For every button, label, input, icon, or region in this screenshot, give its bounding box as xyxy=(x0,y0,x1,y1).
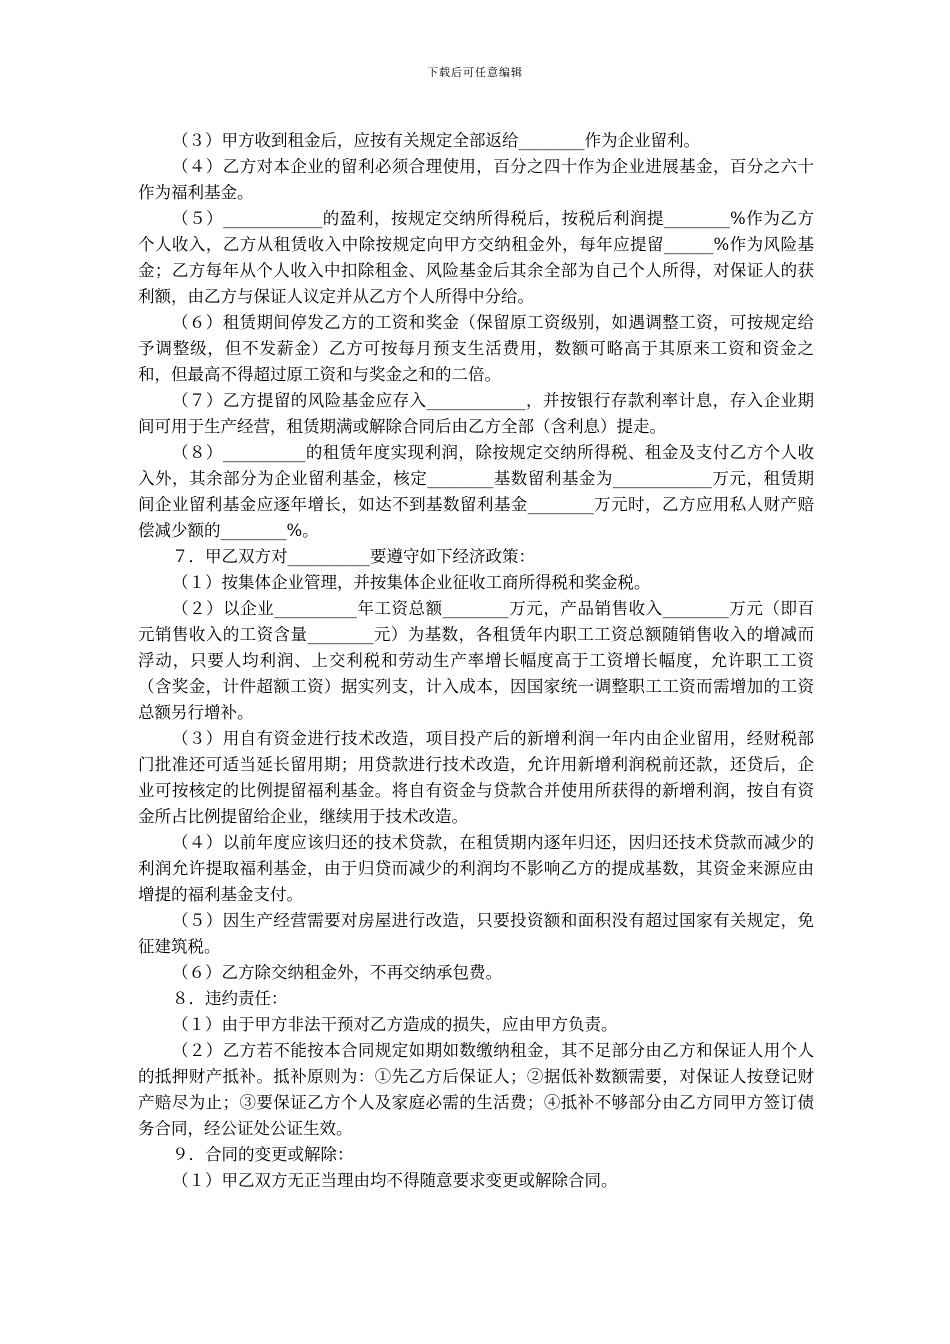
policy-3-technical-renovation: （３）用自有资金进行技术改造，项目投产后的新增利润一年内由企业留用，经财税部门批准还可适当延长留用期；用贷款进行技术改造，允许用新增利润税前还款，还贷后，企业可按核定的比例提留福利基金。将自有资金与贷款合并使用所获得的新增利润，按自有资金所占比例提留给企业，继续用于技术改造。 xyxy=(138,729,814,826)
section-7-economic-policies: ７．甲乙双方对__________要遵守如下经济政策： xyxy=(172,547,535,566)
paragraph-3-return-retained-profit: （３）甲方收到租金后，应按有关规定全部返给________作为企业留利。 xyxy=(172,131,700,150)
paragraph-4-retained-profit-use: （４）乙方对本企业的留利必须合理使用，百分之四十作为企业进展基金，百分之六十作为福利基金。 xyxy=(138,157,814,202)
liability-1-party-a: （１）由于甲方非法干预对乙方造成的损失，应由甲方负责。 xyxy=(172,1015,618,1034)
change-1-no-arbitrary-change: （１）甲乙双方无正当理由均不得随意要求变更或解除合同。 xyxy=(172,1171,618,1190)
section-9-contract-change: ９．合同的变更或解除： xyxy=(172,1145,354,1164)
paragraph-5-profit-distribution: （５）____________的盈利，按规定交纳所得税后，按税后利润提________%作为乙方个人收入，乙方从租赁收入中除按规定向甲方交纳租金外，每年应提留______%作为风险基金；乙方每年从个人收入中扣除租金、风险基金后其余全部为自己个人所得，对保证人的获利额，由乙方与保证人议定并从乙方个人所得中分给。 xyxy=(138,209,814,306)
policy-6-contract-fee: （６）乙方除交纳租金外，不再交纳承包费。 xyxy=(172,963,502,982)
paragraph-7-risk-fund: （７）乙方提留的风险基金应存入____________，并按银行存款利率计息，存入企业期间可用于生产经营，租赁期满或解除合同后由乙方全部（含利息）提走。 xyxy=(138,391,814,436)
policy-4-technical-loans: （４）以前年度应该归还的技术贷款，在租赁期内逐年归还，因归还技术贷款而减少的利润允许提取福利基金，由于归贷而减少的利润均不影响乙方的提成基数，其资金来源应由增提的福利基金支付。 xyxy=(138,833,814,904)
document-body xyxy=(138,128,814,1194)
paragraph-6-wages-and-bonus: （６）租赁期间停发乙方的工资和奖金（保留原工资级别，如遇调整工资，可按规定给予调整级，但不发薪金）乙方可按每月预支生活费用，数额可略高于其原来工资和资金之和，但最高不得超过原工资和与奖金之和的二倍。 xyxy=(138,313,814,384)
policy-1-collective-management: （１）按集体企业管理，并按集体企业征收工商所得税和奖金税。 xyxy=(172,573,651,592)
policy-5-building-tax: （５）因生产经营需要对房屋进行改造，只要投资额和面积没有超过国家有关规定，免征建筑税。 xyxy=(138,911,814,956)
page-header: 下载后可任意编辑 xyxy=(427,66,523,79)
paragraph-8-annual-profit: （８）__________的租赁年度实现利润，除按规定交纳所得税、租金及支付乙方个人收入外，其余部分为企业留利基金，核定________基数留利基金为____________万元，租赁期间企业留利基金应逐年增长，如达不到基数留利基金________万元时，乙方应用私人财产赔偿减少额的________%。 xyxy=(138,443,814,540)
section-8-breach-liability: ８．违约责任： xyxy=(172,989,288,1008)
policy-2-wage-base: （２）以企业__________年工资总额________万元，产品销售收入________万元（即百元销售收入的工资含量________元）为基数，各租赁年内职工工资总额随销售收入的增减而浮动，只要人均利润、上交利税和劳动生产率增长幅度高于工资增长幅度，允许职工工资（含奖金，计件超额工资）据实列支，计入成本，因国家统一调整职工工资而需增加的工资总额另行增补。 xyxy=(138,599,814,722)
liability-2-party-b: （２）乙方若不能按本合同规定如期如数缴纳租金，其不足部分由乙方和保证人用个人的抵押财产抵补。抵补原则为：①先乙方后保证人；②据低补数额需要，对保证人按登记财产赔尽为止；③要保证乙方个人及家庭必需的生活费；④抵补不够部分由乙方同甲方签订债务合同，经公证处公证生效。 xyxy=(138,1041,814,1138)
